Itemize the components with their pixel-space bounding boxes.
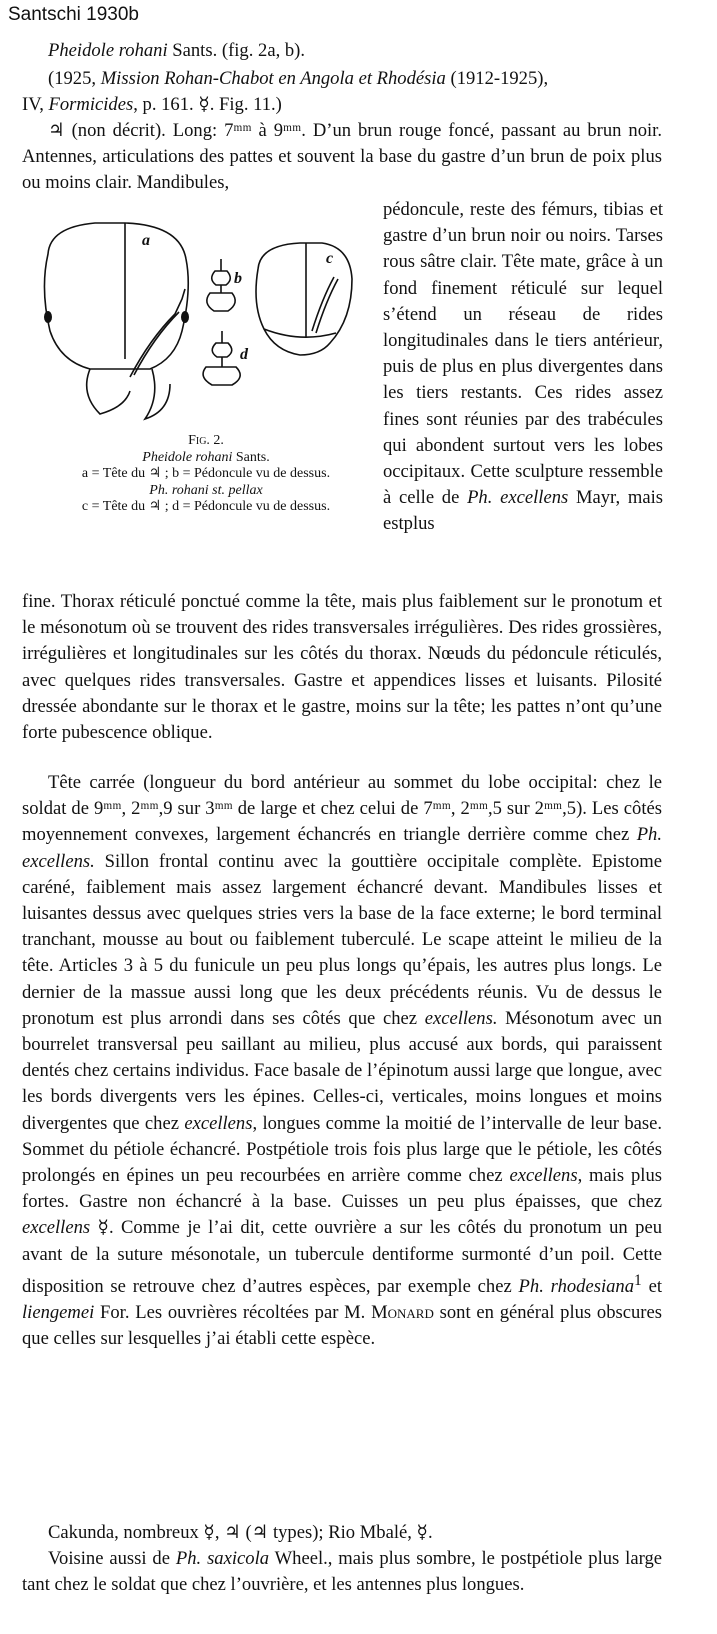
caption-line-4: c = Tête du ♃ ; d = Pédoncule vu de dessus. — [81, 499, 331, 514]
localities: Cakunda, nombreux ☿, ♃ (♃ types); Rio Mbalé, ☿. — [48, 1522, 433, 1543]
head-text-9: sont en général plus obscures que celles sur lesquelles j’ai établi cette espèce. — [22, 1302, 662, 1350]
caption-author: Sants. — [232, 449, 270, 465]
description-continuation: fine. Thorax réticulé ponctué comme la tête, mais plus faiblement sur le pronotum et le mésonotum où se trouvent des rides transversales irrégulières. Des rides grossières, irrégulières et longitudinales sur les côtés du thorax. Nœuds du pédoncule réticulés, avec quelques rides transversales. Gastre et appendices lisses et luisants. Pilosité dressée abondante sur le thorax et le gastre, moins sur la tête; les pattes n’ont qu’une forte pubescence oblique. — [22, 591, 662, 744]
description-side-column — [383, 197, 663, 538]
head-a-outline — [44, 223, 188, 369]
page-header: Santschi 1930b — [8, 4, 139, 25]
reference-block — [22, 66, 662, 118]
pedicel-d-postpetiole — [203, 367, 240, 385]
head-text-7: et — [641, 1276, 662, 1298]
side-species: Ph. excellens — [467, 487, 569, 509]
head-text-8: For. Les ouvrières récoltées par M. — [94, 1302, 372, 1324]
species-heading — [22, 38, 662, 64]
reference-line-1 — [22, 66, 662, 92]
description-lead: ♃ (non décrit). Long: 7ᵐᵐ à 9ᵐᵐ. D’un brun rouge foncé, passant au brun noir. Antennes, articulations des pattes et souvent la base du gastre d’un brun de poix plus ou moins clair. Mandibules, — [22, 120, 662, 194]
head-c-clypeus — [264, 329, 336, 337]
caption-line-2: a = Tête du ♃ ; b = Pédoncule vu de dessus. — [81, 466, 331, 481]
caption-subspecies: st. pellax — [208, 482, 263, 498]
caption-species-2: Ph. rohani — [149, 482, 209, 498]
head-italic-7: liengemei — [22, 1302, 95, 1324]
pedicel-d-petiole — [212, 343, 232, 357]
head-text-2: Sillon frontal continu avec la gouttière occipitale complète. Epistome caréné, faiblement mais assez largement échancré devant. Mandibules lisses et luisantes dessus avec quelques stries vers la base de la face externe; le bord terminal tranchant, mousse au bout ou faiblement tuberculé. Le scape atteint le milieu de la tête. Articles 3 à 5 du funicule un peu plus longs qu’épais, les autres plus longs. Le dernier de la massue aussi long que les deux précédents réunis. Vu de dessus le pronotum est plus arrondi dans ses côtés que chez — [22, 850, 662, 1029]
head-italic-4: excellens — [509, 1165, 578, 1187]
head-italic-6: Ph. rhodesiana — [518, 1276, 635, 1298]
head-italic-2: excellens. — [424, 1007, 498, 1029]
figure-caption — [30, 433, 382, 516]
head-text-6: ☿. Comme je l’ai dit, cette ouvrière a sur les côtés du pronotum un peu avant de la suture mésonotale, un tubercule dentiforme surmonté d’un poil. Cette disposition se retrouve chez d’autres espèces, par exemple chez — [22, 1217, 662, 1298]
head-a-eye-right — [181, 311, 189, 323]
reference-dates: (1912-1925), — [445, 68, 549, 89]
final-paragraph — [22, 1546, 662, 1598]
reference-page: , p. 161. ☿. Fig. 11.) — [133, 94, 282, 116]
head-c-outline — [256, 243, 352, 355]
caption-fig-number: Fig. 2. — [188, 433, 224, 448]
reference-volume: IV, — [22, 94, 49, 116]
side-text: pédoncule, reste des fémurs, tibias et gastre d’un brun noir ou noirs. Tarses rous sâtre clair. Tête mate, grâce à un fond finement réticulé sur lequel s’étend un réseau de rides longitudinales dans le tiers antérieur, puis de plus en plus divergentes dans les tiers restants. Ces rides assez fines sont réunies par des trabécules qui abondent surtout vers les lobes occipitaux. Cette sculpture ressemble à celle de — [383, 199, 663, 509]
reference-title: Mission Rohan-Chabot en Angola et Rhodésia — [100, 68, 446, 89]
pedicel-b-petiole — [212, 271, 231, 285]
reference-line-2 — [22, 92, 662, 118]
footnote-marker: 1 — [634, 1271, 642, 1289]
final-text-2: Wheel., mais plus sombre, le postpétiole plus large tant chez le soldat que chez l’ouvrière, et les antennes plus longues. — [22, 1548, 663, 1596]
pedicel-b-postpetiole — [207, 293, 235, 311]
head-text-3: Mésonotum avec un bourrelet transversal peu saillant au milieu, plus accusé aux bords, qui paraissent dentés chez certains individus. Face basale de l’épinotum aussi large que longue, avec les bords divergents vers les épines. Celles-ci, verticales, moins longues et moins divergentes que chez — [22, 1007, 662, 1134]
head-text-5: , mais plus fortes. Gastre non échancré à la base. Cuisses un peu plus épaisses, que chez — [22, 1165, 662, 1213]
fig-label-c: c — [326, 250, 334, 267]
fig-label-d: d — [240, 346, 248, 363]
figure-2 — [30, 219, 380, 429]
collector-name: Monard — [371, 1302, 434, 1324]
head-paragraph — [22, 770, 662, 1353]
head-a-mandible-right — [145, 369, 170, 419]
caption-line-3 — [30, 483, 382, 500]
head-italic-1: Ph. excellens. — [22, 824, 662, 872]
head-c-antenna — [312, 277, 338, 333]
head-a-mandible-left — [87, 369, 130, 414]
reference-section: Formicides — [48, 94, 134, 116]
head-text-4: , longues comme la moitié de l’intervalle de leur base. Sommet du pétiole échancré. Postpétiole trois fois plus large que le pétiole, les côtés prolongés en épines un peu recourbées en arrière comme chez — [22, 1112, 663, 1187]
figure-drawing — [30, 219, 380, 429]
head-italic-3: excellens — [184, 1112, 253, 1134]
caption-species: Pheidole rohani — [142, 449, 233, 465]
species-heading-rest: Sants. (fig. 2a, b). — [167, 40, 306, 61]
fig-label-b: b — [234, 270, 242, 287]
fig-label-a: a — [142, 232, 150, 249]
caption-line-1 — [30, 450, 382, 467]
head-italic-5: excellens — [22, 1217, 91, 1239]
species-name: Pheidole rohani — [48, 40, 168, 61]
head-a-eye-left — [44, 311, 52, 323]
head-text-1: Tête carrée (longueur du bord antérieur au sommet du lobe occipital: chez le soldat de 9ᵐᵐ, 2ᵐᵐ,9 sur 3ᵐᵐ de large et chez celui de 7ᵐᵐ, 2ᵐᵐ,5 sur 2ᵐᵐ,5). Les côtés moyennement convexes, largement échancrés en triangle derrière comme chez — [22, 772, 662, 846]
final-italic-1: Ph. saxicola — [175, 1548, 270, 1569]
reference-year: (1925, — [48, 68, 101, 89]
side-end: Mayr, mais estplus — [383, 487, 663, 535]
head-a-antenna — [130, 289, 185, 377]
final-text-1: Voisine aussi de — [48, 1548, 176, 1569]
